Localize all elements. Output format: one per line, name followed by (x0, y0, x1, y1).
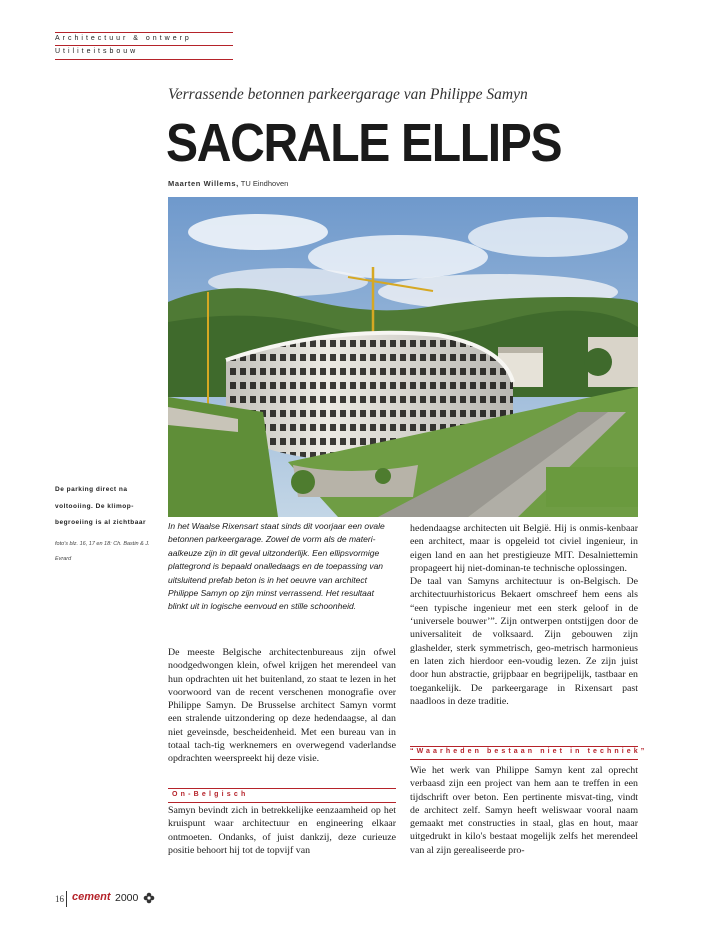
page-number: 16 (55, 894, 64, 904)
section-label: Architectuur & ontwerp (55, 35, 192, 42)
article-photo (168, 197, 638, 517)
body-column-2-continued (410, 764, 638, 857)
body-column-2 (410, 522, 638, 708)
body-column-1-intro (168, 646, 396, 766)
subhead-waarheden: “Waarheden bestaan niet in techniek” (410, 748, 648, 755)
paragraph: De taal van Samyns architectuur is on-Belgisch. De architectuurhistoricus Bekaert omschreef hem eens als “een typische ingenieur met een sterk geloof in de ‘universele bouwer’”. Zijn ontwerpen ontstijgen door de universaliteit de volksaard. Zijn gebouwen zijn glashelder, sterk symmetrisch, geo-metrisch harmonieus en laten zich hierdoor een-voudig lezen. Ze zijn juist door hun abstractie, grijpbaar en begrijpelijk, tastbaar en toegankelijk. De parkeergarage in Rixensart past naadloos in deze traditie. (410, 576, 638, 707)
paragraph: Wie het werk van Philippe Samyn kent zal oprecht verbaasd zijn een project van hem aan te treffen in een tijdschrift over beton. Een pertinente misvat-ting, vindt de architect zelf. Samyn heeft weliswaar vooral naam gemaakt met constructies in staal, glas en hout, maar uitgedrukt in kilo's bestaat mogelijk zelfs het merendeel van al zijn gerealiseerde pro- (410, 765, 638, 856)
body-column-1-continued (168, 804, 396, 857)
paragraph: De meeste Belgische architectenbureaus zijn ofwel noodgedwongen klein, ofwel krijgen het merendeel van hun opdrachten uit het buitenland, zo staat te lezen in het voorwoord van de recent verschenen monografie over Philippe Samyn. De Brusselse architect Samyn vormt een stralende uitzondering op deze hedendaagse, al dan niet geveinsde, bescheidenheid. Met een bureau van in totaal tach-tig werknemers en overwegend vaderlandse opdrachten weerspreekt hij deze visie. (168, 647, 396, 765)
byline (168, 179, 288, 188)
subsection-label: Utiliteitsbouw (55, 48, 139, 55)
article-subtitle: Verrassende betonnen parkeergarage van Philippe Samyn (168, 86, 528, 103)
magazine-year: 2000 (115, 892, 139, 904)
paragraph: hedendaagse architecten uit België. Hij is onmis-kenbaar een architect, maar is opgeleid tot civiel ingenieur, in eigen land en aan het prestigieuze MIT. Desalniettemin propageert hij niet-dominan-te technische oplossingen. (410, 523, 638, 574)
flower-logo-icon (143, 892, 155, 906)
author-name: Maarten Willems, (168, 179, 239, 188)
magazine-name: cement (72, 891, 111, 903)
photo-caption: De parking direct na voltooiing. De klimop-begroeiing is al zichtbaar (55, 486, 147, 526)
photo-credit: foto's blz. 16, 17 en 18: Ch. Bastin & J. Evrard (55, 541, 150, 562)
lead-paragraph: In het Waalse Rixensart staat sinds dit voorjaar een ovale betonnen parkeergarage. Zowel de vorm als de materi-aalkeuze zijn in dit geval uitzonderlijk. Een ellipsvormige plattegrond is bepaald onalledaags en de toepassing van uitsluitend prefab beton is in het oeuvre van architect Philippe Samyn op zijn minst verrassend. Het resultaat blinkt uit in logische eenvoud en stille schoonheid. (168, 521, 385, 612)
paragraph: Samyn bevindt zich in betrekkelijke eenzaamheid op het kruispunt waar architectuur en engineering elkaar ontmoeten. Ondanks, of juist dankzij, deze curieuze positie behoort hij tot de topvijf van (168, 805, 396, 856)
footer-divider (66, 891, 67, 907)
article-title: SACRALE ELLIPS (166, 113, 562, 173)
subhead-on-belgisch: On-Belgisch (172, 791, 249, 798)
section-middle-rule (55, 45, 233, 46)
section-bottom-rule (55, 59, 233, 60)
author-affiliation: TU Eindhoven (240, 179, 289, 188)
section-top-rule (55, 32, 233, 33)
